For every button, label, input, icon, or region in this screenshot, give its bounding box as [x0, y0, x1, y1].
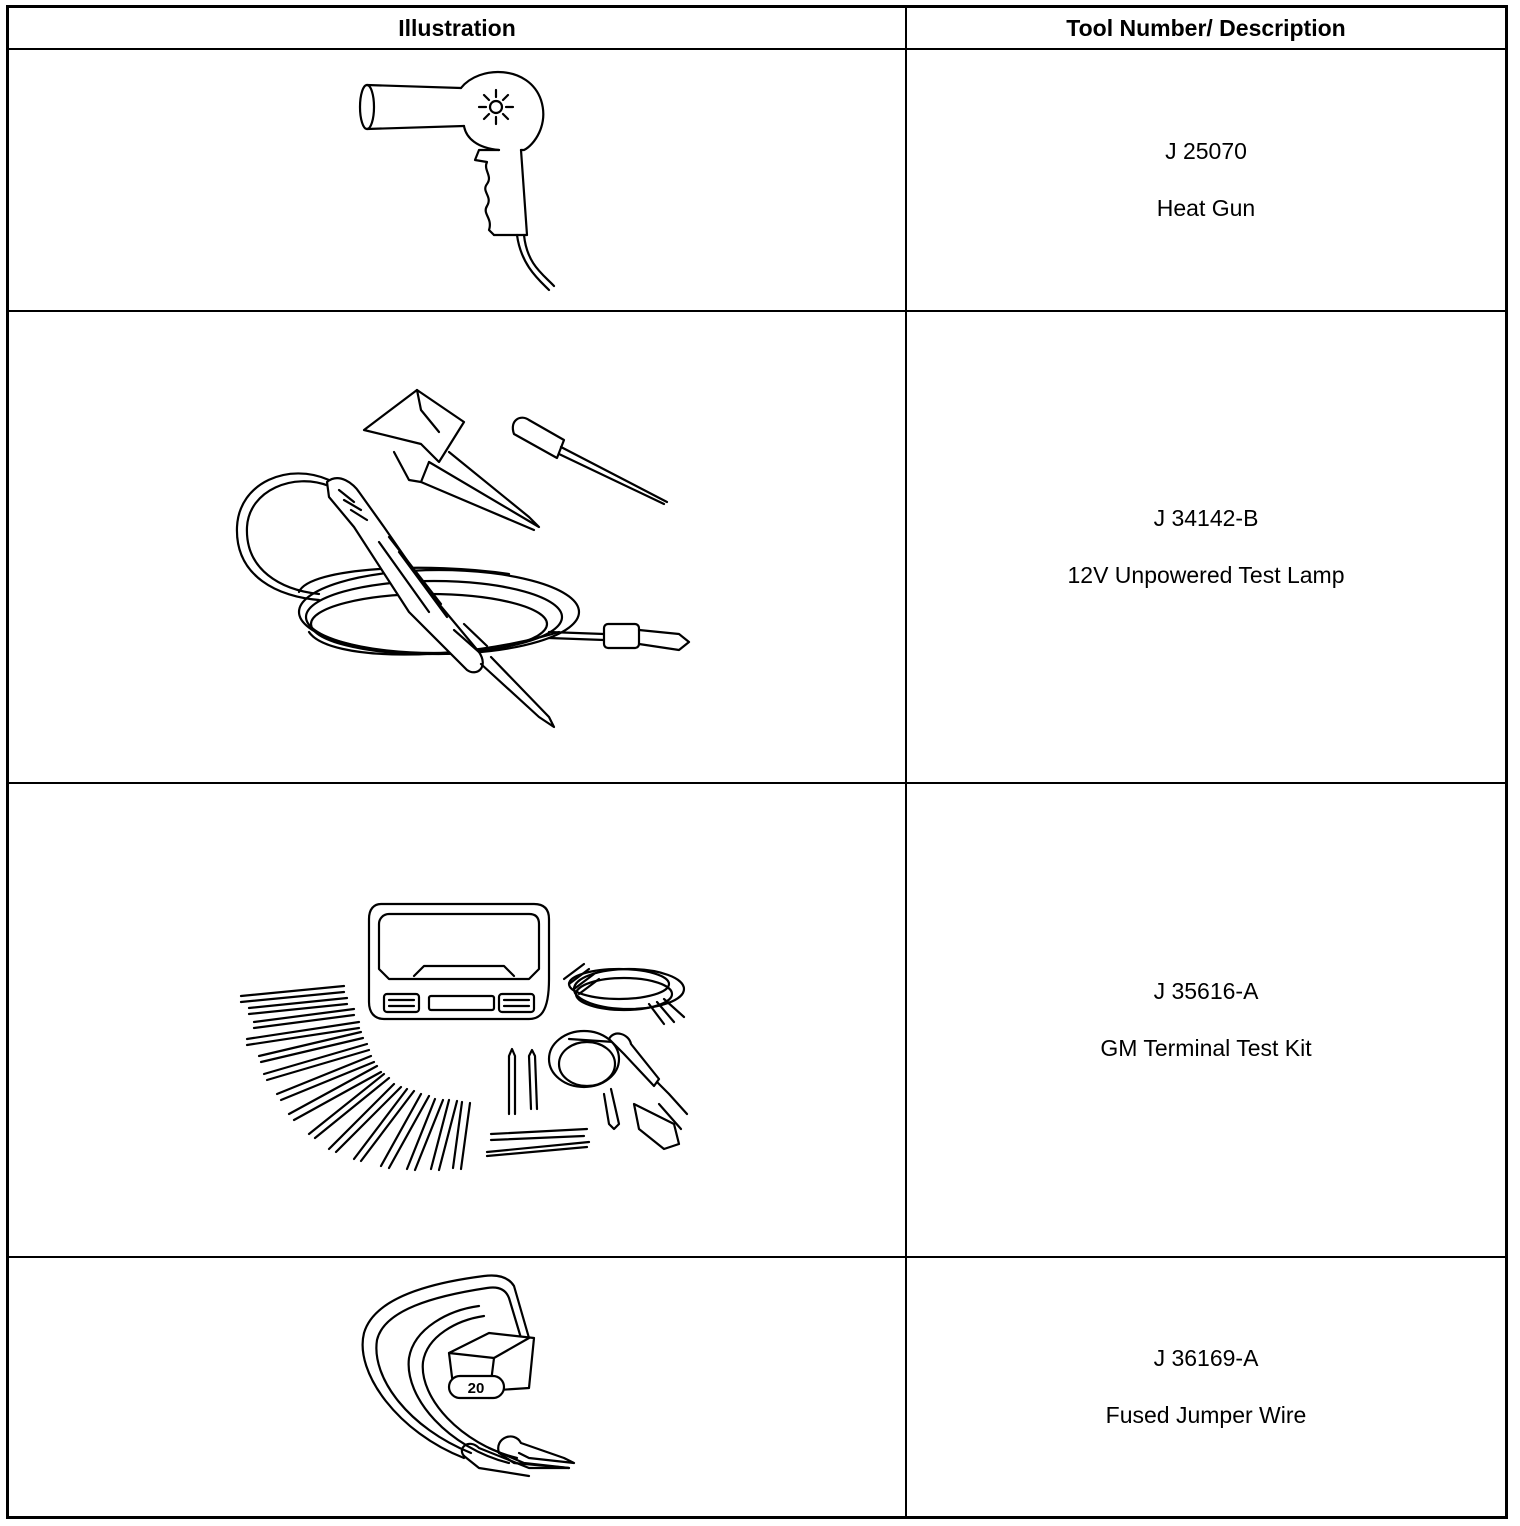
tool-table — [6, 5, 1508, 1519]
header-tool-label: Tool Number/ Description — [1066, 14, 1346, 41]
table-row-illustration — [9, 1258, 907, 1516]
table-row-description — [907, 1258, 1505, 1516]
tool-number: J 36169-A — [1153, 1345, 1259, 1371]
tool-description: GM Terminal Test Kit — [1100, 1035, 1312, 1061]
tool-number: J 34142-B — [1153, 505, 1259, 531]
table-row-description — [907, 784, 1505, 1258]
header-illustration-label: Illustration — [398, 14, 516, 41]
heat-gun-icon — [9, 50, 905, 310]
table-row-illustration — [9, 312, 907, 784]
table-row-description — [907, 50, 1505, 312]
table-row-illustration — [9, 50, 907, 312]
fused-jumper-wire-icon — [9, 1258, 905, 1520]
terminal-test-kit-icon — [9, 784, 905, 1256]
tool-number: J 35616-A — [1153, 978, 1259, 1004]
test-lamp-icon — [9, 312, 905, 782]
header-illustration — [9, 8, 907, 50]
tool-description: Heat Gun — [1156, 195, 1256, 221]
tool-number: J 25070 — [1165, 138, 1247, 164]
tool-description: Fused Jumper Wire — [1105, 1402, 1307, 1428]
tool-description: 12V Unpowered Test Lamp — [1067, 562, 1345, 588]
table-row-illustration — [9, 784, 907, 1258]
header-tool — [907, 8, 1505, 50]
fuse-rating-label: 20 — [467, 1380, 485, 1397]
table-row-description — [907, 312, 1505, 784]
